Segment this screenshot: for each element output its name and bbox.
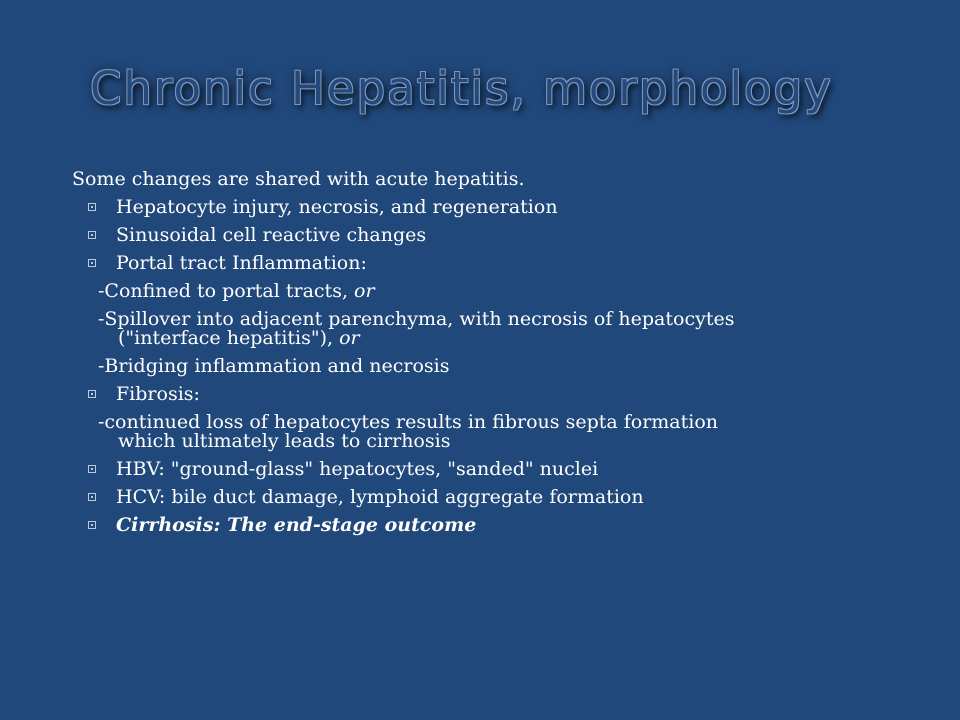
square-bullet-icon bbox=[88, 493, 96, 501]
square-bullet-icon bbox=[88, 231, 96, 239]
bullet-text: Fibrosis: bbox=[116, 383, 200, 405]
sub-text-line2-wrap bbox=[98, 329, 902, 348]
sub-text: -Bridging inflammation and necrosis bbox=[98, 355, 450, 377]
square-bullet-icon bbox=[88, 465, 96, 473]
sub-item bbox=[72, 357, 902, 376]
sub-item bbox=[72, 310, 902, 348]
sub-emphasis: or bbox=[339, 327, 360, 349]
square-bullet-icon bbox=[88, 521, 96, 529]
sub-text-line2: ("interface hepatitis"), bbox=[118, 327, 340, 349]
bullet-text: HCV: bile duct damage, lymphoid aggregate formation bbox=[116, 486, 644, 508]
bullet-item bbox=[72, 488, 902, 507]
sub-item bbox=[72, 413, 902, 451]
sub-text: -Confined to portal tracts, bbox=[98, 280, 355, 302]
bullet-text: HBV: "ground-glass" hepatocytes, "sanded" nuclei bbox=[116, 458, 599, 480]
sub-text-line2: which ultimately leads to cirrhosis bbox=[118, 430, 451, 452]
slide-title: Chronic Hepatitis, morphology bbox=[90, 62, 833, 115]
bullet-text-emphasis: Cirrhosis: The end-stage outcome bbox=[116, 514, 477, 536]
square-bullet-icon bbox=[88, 203, 96, 211]
square-bullet-icon bbox=[88, 390, 96, 398]
bullet-item bbox=[72, 198, 902, 217]
sub-emphasis: or bbox=[354, 280, 375, 302]
bullet-item bbox=[72, 254, 902, 273]
bullet-text: Sinusoidal cell reactive changes bbox=[116, 224, 427, 246]
bullet-item bbox=[72, 385, 902, 404]
bullet-item bbox=[72, 516, 902, 535]
bullet-item bbox=[72, 226, 902, 245]
bullet-text: Portal tract Inflammation: bbox=[116, 252, 367, 274]
square-bullet-icon bbox=[88, 259, 96, 267]
sub-item bbox=[72, 282, 902, 301]
sub-text-line1: -continued loss of hepatocytes results in fibrous septa formation bbox=[98, 411, 719, 433]
bullet-item bbox=[72, 460, 902, 479]
sub-text-line1: -Spillover into adjacent parenchyma, with necrosis of hepatocytes bbox=[98, 308, 735, 330]
slide-body bbox=[72, 170, 902, 544]
bullet-text: Hepatocyte injury, necrosis, and regeneration bbox=[116, 196, 558, 218]
intro-text: Some changes are shared with acute hepatitis. bbox=[72, 168, 525, 190]
